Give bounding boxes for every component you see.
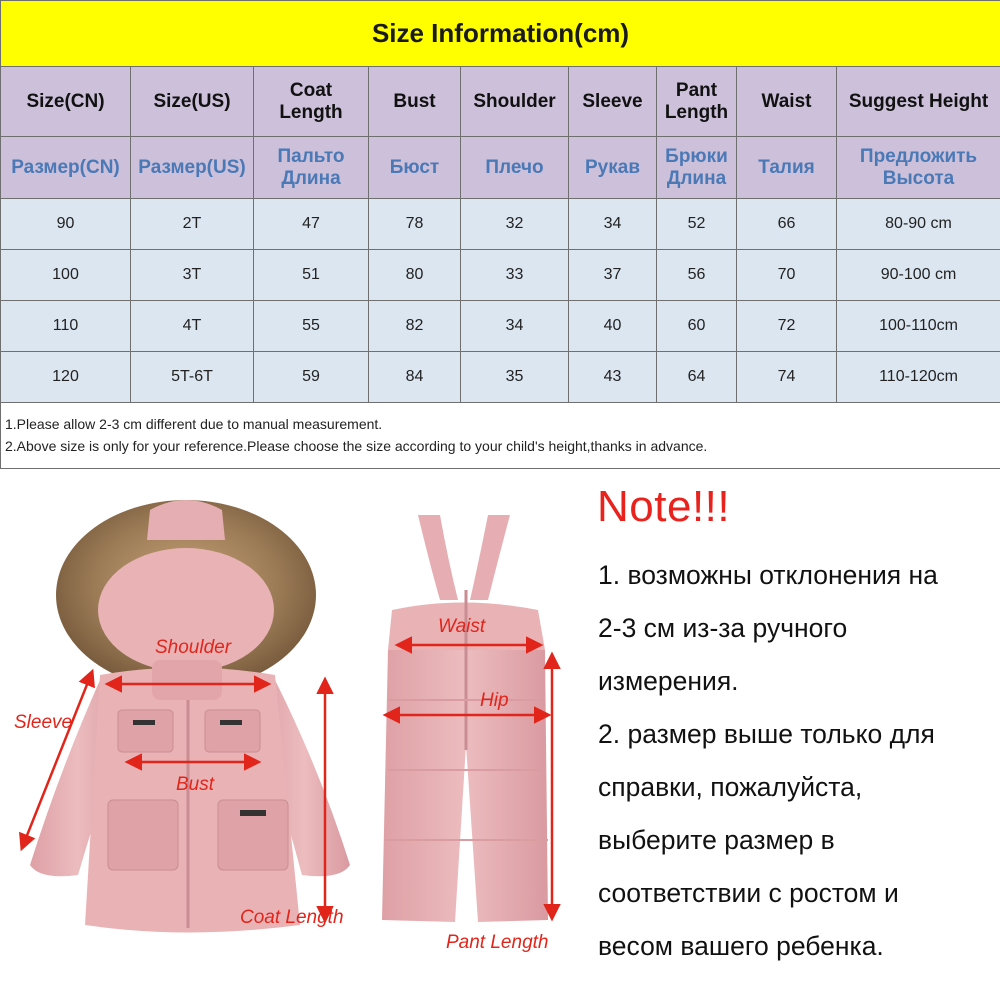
garment-measurement-illustration bbox=[0, 470, 590, 1000]
note-line-4: 2. размер выше только для bbox=[598, 719, 935, 749]
table-cell: 110 bbox=[1, 301, 131, 352]
right-strap bbox=[470, 515, 510, 600]
header-shoulder: Shoulder bbox=[461, 67, 569, 137]
header-waist: Waist bbox=[737, 67, 837, 137]
table-cell: 60 bbox=[657, 301, 737, 352]
label-coat-length: Coat Length bbox=[240, 907, 344, 928]
table-cell: 74 bbox=[737, 352, 837, 403]
table-cell: 37 bbox=[569, 250, 657, 301]
table-cell: 100-110cm bbox=[837, 301, 1000, 352]
header-row-russian bbox=[1, 137, 1000, 199]
table-cell: 84 bbox=[369, 352, 461, 403]
header-row-english bbox=[1, 67, 1000, 137]
table-row bbox=[1, 199, 1000, 250]
header-ru-shoulder: Плечо bbox=[461, 137, 569, 199]
note-line-8: весом вашего ребенка. bbox=[598, 931, 884, 961]
table-cell: 56 bbox=[657, 250, 737, 301]
label-pant-length: Pant Length bbox=[446, 932, 549, 953]
header-ru-suggest-height bbox=[837, 137, 1000, 199]
note-line-1: 1. возможны отклонения на bbox=[598, 560, 938, 590]
table-row bbox=[1, 250, 1000, 301]
label-waist: Waist bbox=[438, 616, 486, 637]
table-cell: 120 bbox=[1, 352, 131, 403]
header-bust: Bust bbox=[369, 67, 461, 137]
table-notes-row bbox=[1, 403, 1000, 469]
label-hip: Hip bbox=[480, 690, 509, 711]
header-size-cn: Size(CN) bbox=[1, 67, 131, 137]
note-title: Note!!! bbox=[597, 482, 731, 531]
header-ru-pant-length-text: Брюки Длина bbox=[665, 145, 728, 189]
label-shoulder: Shoulder bbox=[155, 637, 232, 658]
note-line-7: соответствии с ростом и bbox=[598, 878, 899, 908]
table-note-2: 2.Above size is only for your reference.Please choose the size according to your child's height,thanks in advance. bbox=[5, 437, 708, 454]
table-cell: 110-120cm bbox=[837, 352, 1000, 403]
table-cell: 40 bbox=[569, 301, 657, 352]
table-cell: 90-100 cm bbox=[837, 250, 1000, 301]
table-cell: 35 bbox=[461, 352, 569, 403]
table-cell: 70 bbox=[737, 250, 837, 301]
table-cell: 3T bbox=[131, 250, 254, 301]
table-notes bbox=[1, 403, 1000, 469]
table-cell: 59 bbox=[254, 352, 369, 403]
table-cell: 34 bbox=[569, 199, 657, 250]
note-line-6: выберите размер в bbox=[598, 825, 835, 855]
header-suggest-height: Suggest Height bbox=[837, 67, 1000, 137]
header-sleeve: Sleeve bbox=[569, 67, 657, 137]
table-cell: 82 bbox=[369, 301, 461, 352]
label-bust: Bust bbox=[176, 774, 215, 795]
table-cell: 90 bbox=[1, 199, 131, 250]
table-cell: 80-90 cm bbox=[837, 199, 1000, 250]
header-ru-waist: Талия bbox=[737, 137, 837, 199]
header-pant-length-text: Pant Length bbox=[664, 79, 729, 123]
note-line-2: 2-3 см из-за ручного bbox=[598, 613, 848, 643]
header-ru-pant-length bbox=[657, 137, 737, 199]
table-cell: 32 bbox=[461, 199, 569, 250]
table-cell: 51 bbox=[254, 250, 369, 301]
note-line-3: измерения. bbox=[598, 666, 739, 696]
left-strap bbox=[418, 515, 458, 600]
header-ru-sleeve: Рукав bbox=[569, 137, 657, 199]
table-cell: 55 bbox=[254, 301, 369, 352]
header-coat-length bbox=[254, 67, 369, 137]
pants-drawing bbox=[382, 515, 548, 922]
table-row bbox=[1, 352, 1000, 403]
header-coat-length-text: Coat Length bbox=[279, 79, 343, 123]
table-row bbox=[1, 301, 1000, 352]
header-ru-size-us: Размер(US) bbox=[131, 137, 254, 199]
table-cell: 52 bbox=[657, 199, 737, 250]
table-title: Size Information(cm) bbox=[1, 1, 1000, 67]
table-cell: 80 bbox=[369, 250, 461, 301]
table-note-1: 1.Please allow 2-3 cm different due to manual measurement. bbox=[5, 415, 383, 432]
table-cell: 5T-6T bbox=[131, 352, 254, 403]
header-ru-suggest-height-text: Предложить Высота bbox=[859, 145, 978, 189]
table-cell: 34 bbox=[461, 301, 569, 352]
header-ru-bust: Бюст bbox=[369, 137, 461, 199]
header-ru-coat-length-text: Пальто Длина bbox=[277, 145, 345, 189]
header-pant-length bbox=[657, 67, 737, 137]
size-information-table bbox=[0, 0, 1000, 469]
table-cell: 72 bbox=[737, 301, 837, 352]
table-cell: 4T bbox=[131, 301, 254, 352]
table-cell: 100 bbox=[1, 250, 131, 301]
table-cell: 64 bbox=[657, 352, 737, 403]
table-cell: 33 bbox=[461, 250, 569, 301]
header-size-us: Size(US) bbox=[131, 67, 254, 137]
table-cell: 66 bbox=[737, 199, 837, 250]
header-ru-coat-length bbox=[254, 137, 369, 199]
label-sleeve: Sleeve bbox=[14, 712, 73, 733]
table-cell: 78 bbox=[369, 199, 461, 250]
table-cell: 2T bbox=[131, 199, 254, 250]
jacket-drawing bbox=[30, 500, 350, 933]
table-cell: 47 bbox=[254, 199, 369, 250]
table-cell: 43 bbox=[569, 352, 657, 403]
note-line-5: справки, пожалуйста, bbox=[598, 772, 863, 802]
header-ru-size-cn: Размер(CN) bbox=[1, 137, 131, 199]
